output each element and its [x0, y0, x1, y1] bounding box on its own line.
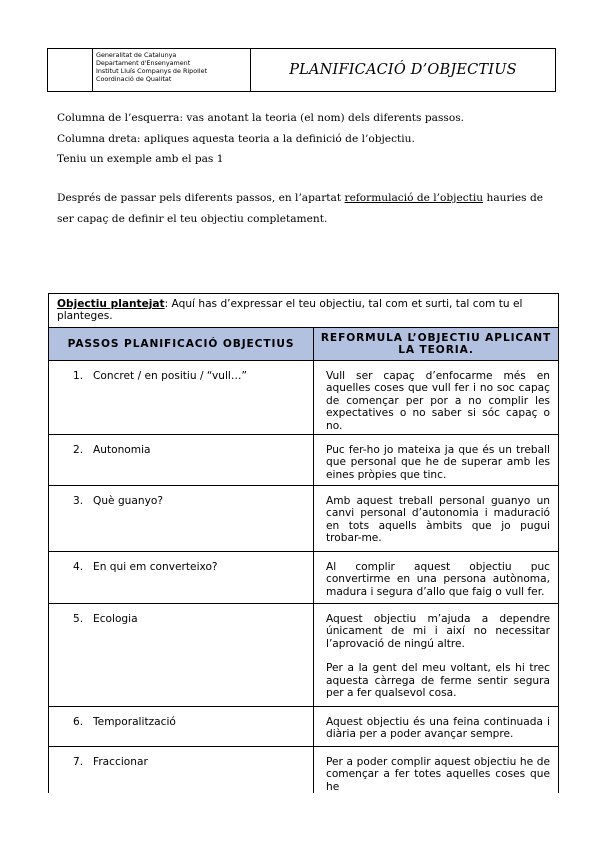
step-name: Autonomia: [93, 444, 151, 457]
step-number: 5.: [73, 613, 84, 626]
step-number: 3.: [73, 495, 84, 508]
table-row: [49, 604, 558, 707]
planning-table: [48, 293, 559, 793]
org-line: Generalitat de Catalunya: [96, 51, 177, 59]
table-row: [49, 486, 558, 552]
instruction-line: Teniu un exemple amb el pas 1: [57, 153, 224, 165]
step-name: Què guanyo?: [93, 495, 163, 508]
step-name: Fraccionar: [93, 756, 148, 769]
document-header: [47, 48, 556, 92]
step-answer: Puc fer-ho jo mateixa ja que és un treball que personal que he de superar amb les eines pròpies que tinc.: [326, 444, 550, 481]
step-answer: Vull ser capaç d’enfocarme més en aquelles coses que vull fer i no soc capaç de començar per por a no complir les expectatives o no saber si sóc capaç o no.: [326, 370, 550, 432]
step-answer: Amb aquest treball personal guanyo un canvi personal d’autonomia i maduració en tots aquells àmbits que jo pugui trobar-me.: [326, 495, 550, 545]
step-answer: Per a poder complir aquest objectiu he de començar a fer totes aquelles coses que he: [326, 756, 550, 793]
table-row: [49, 707, 558, 747]
instructions: [57, 108, 567, 170]
objective-text: : Aquí has d’expressar el teu objectiu, tal com et surti, tal com tu el planteges.: [57, 298, 523, 323]
step-number: 7.: [73, 756, 84, 769]
table-header-row: [49, 328, 558, 361]
step-answer: Aquest objectiu és una feina continuada i diària per a poder avançar sempre.: [326, 716, 550, 741]
step-name: En qui em converteixo?: [93, 561, 218, 574]
note-text: hauries de ser capaç de definir el teu objectiu completament.: [57, 192, 544, 225]
instruction-line: Columna dreta: apliques aquesta teoria a la definició de l’objectiu.: [57, 132, 415, 145]
step-number: 4.: [73, 561, 84, 574]
objective-label: Objectiu plantejat: [57, 298, 165, 310]
org-line: Institut Lluís Companys de Ripollet: [96, 67, 208, 75]
step-answer: Al complir aquest objectiu puc convertirme en una persona autònoma, madura i segura d’allo que faig o vull fer.: [326, 561, 550, 598]
step-number: 6.: [73, 716, 84, 729]
step-number: 1.: [73, 370, 84, 382]
step-name: Concret / en positiu / “vull…”: [93, 370, 247, 382]
reformulation-reference: reformulació de l’objectiu: [344, 192, 484, 204]
organization-block: [93, 49, 251, 92]
table-row: [49, 747, 558, 793]
column-header-reformulate: REFORMULA L’OBJECTIU APLICANT LA TEORIA.: [314, 328, 559, 361]
step-name: Temporalització: [93, 716, 176, 729]
objective-row: [49, 294, 558, 328]
instruction-line: Columna de l’esquerra: vas anotant la teoria (el nom) dels diferents passos.: [57, 112, 465, 124]
table-row: [49, 552, 558, 604]
note-text: Després de passar pels diferents passos, en l’apartat: [57, 192, 345, 204]
column-header-steps: PASSOS PLANIFICACIÓ OBJECTIUS: [49, 328, 314, 361]
document-title: PLANIFICACIÓ D’OBJECTIUS: [251, 49, 556, 92]
table-row: [49, 435, 558, 486]
step-answer: Aquest objectiu m’ajuda a dependre únicament de mi i així no necessitar l’aprovació de ningú altre.: [326, 613, 550, 650]
logo-cell: [48, 49, 93, 92]
org-line: Departament d'Ensenyament: [96, 59, 191, 67]
org-line: Coordinació de Qualitat: [96, 75, 172, 83]
table-row: [49, 361, 558, 435]
steps-grid: [49, 328, 558, 793]
step-name: Ecologia: [93, 613, 138, 626]
reformulation-note: [57, 188, 557, 229]
step-answer: Per a la gent del meu voltant, els hi trec aquesta càrrega de ferme sentir segura per a fer qualsevol cosa.: [326, 662, 550, 700]
step-number: 2.: [73, 444, 84, 457]
